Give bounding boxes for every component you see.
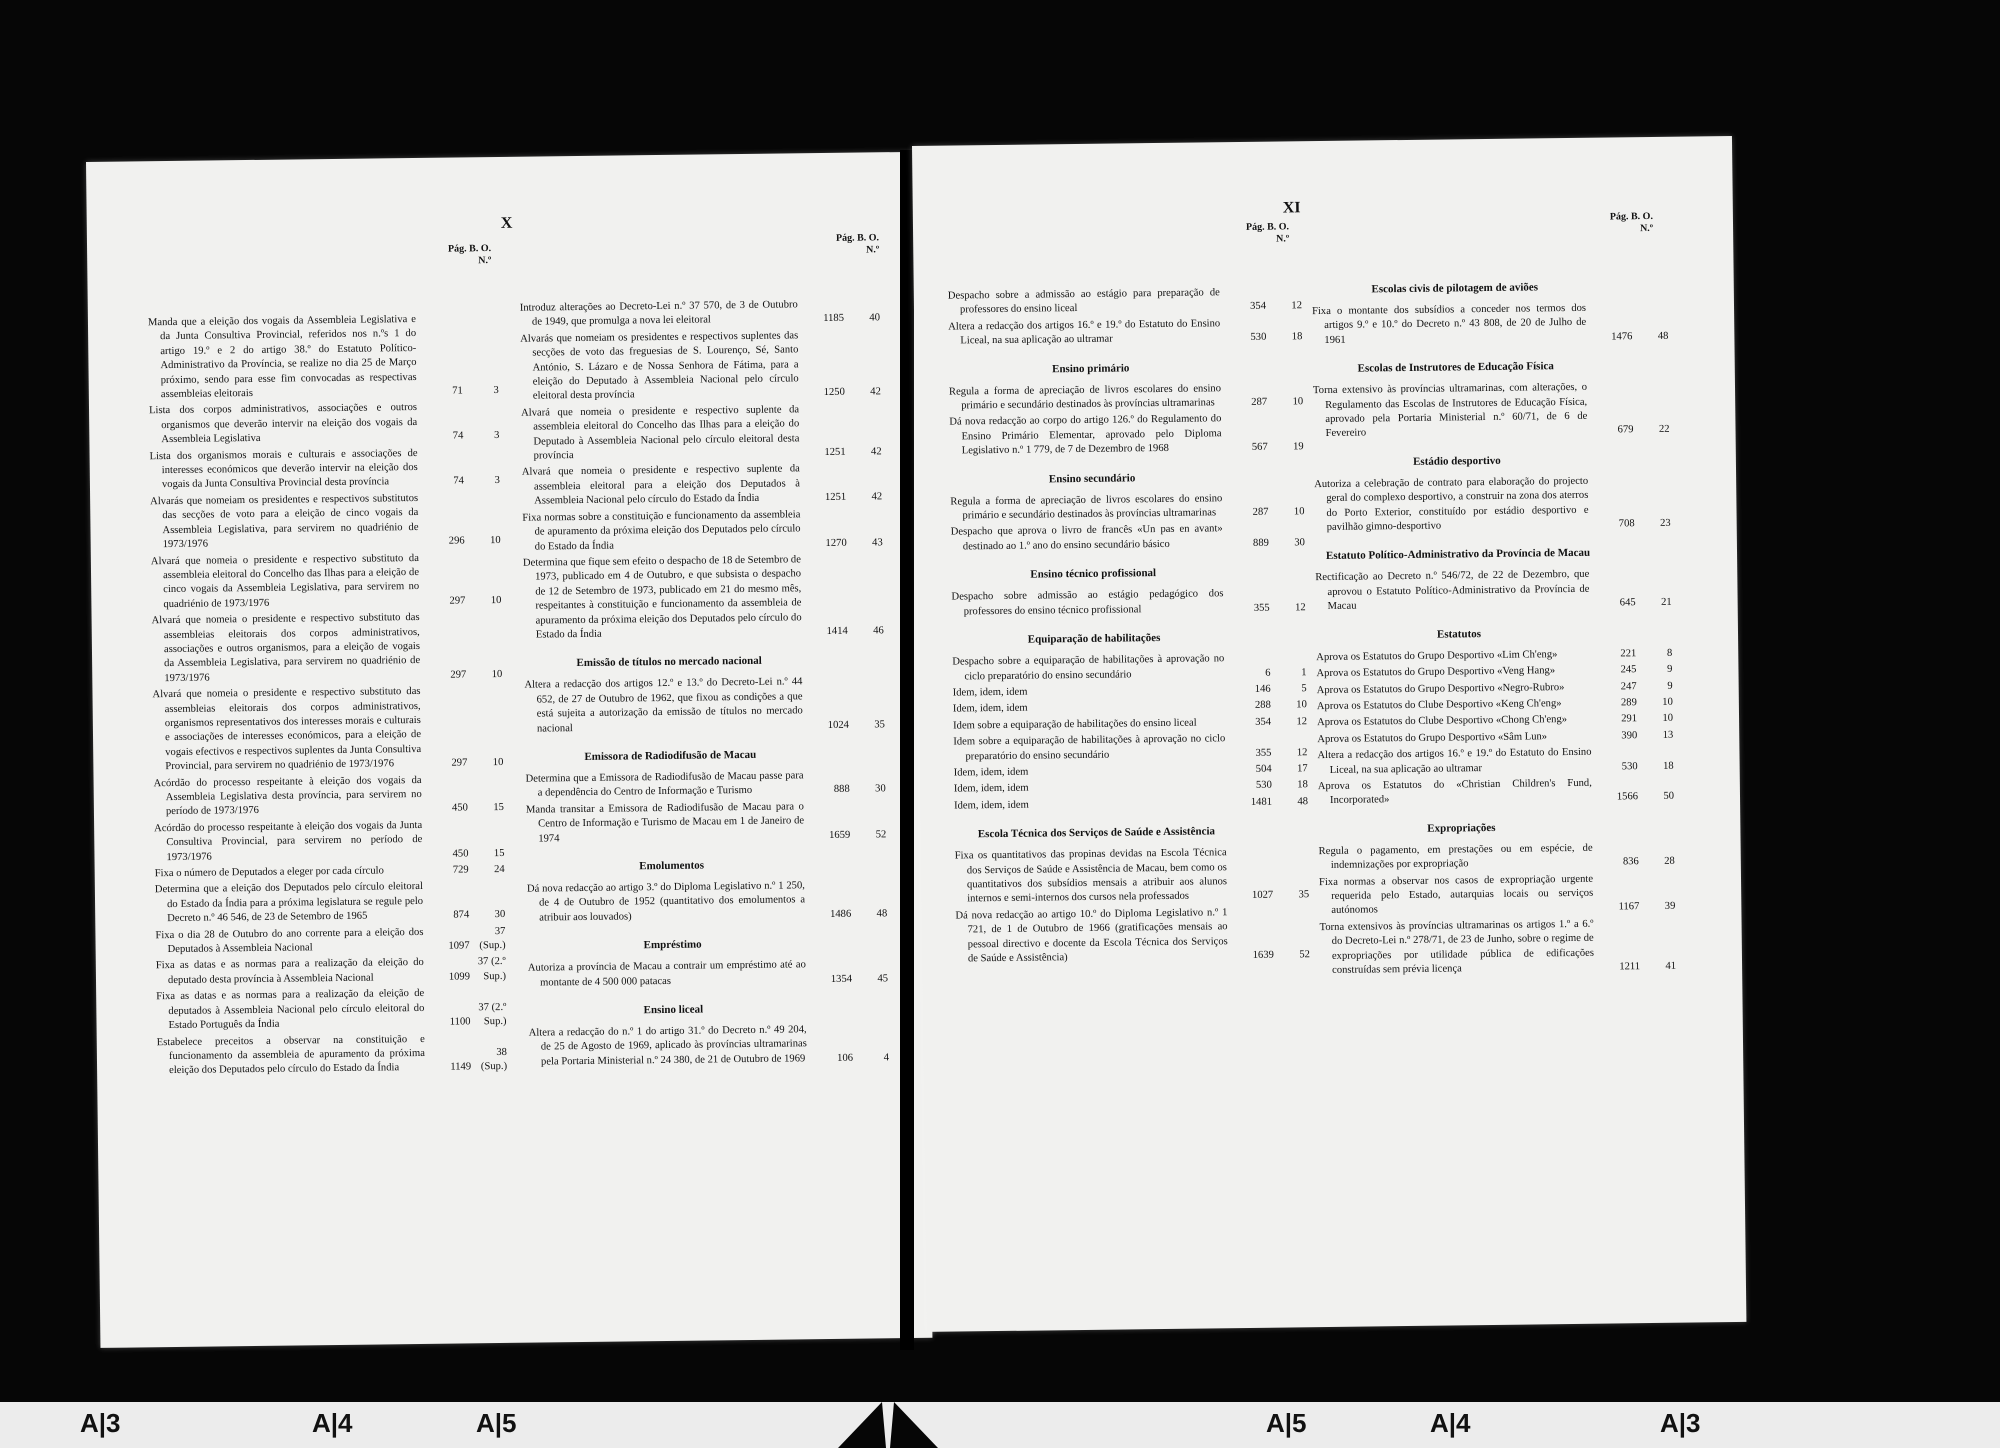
entry-bulletin: 48: [1657, 330, 1669, 342]
index-entry: [1317, 679, 1673, 698]
entry-page: 679: [1617, 424, 1634, 436]
entry-page: 1100: [449, 1016, 471, 1028]
entry-bulletin: 10: [1662, 713, 1674, 725]
entry-page: 729: [452, 864, 469, 876]
entry-page: 355: [1255, 747, 1272, 759]
entry-page: 874: [453, 909, 470, 921]
column-header: Pág. B. O. N.º: [835, 232, 880, 256]
entry-text: Determina que a Emissora de Radiodifusão de Macau passe para a dependência do Centro de Informação e Turismo: [525, 770, 804, 799]
entry-page: 530: [1255, 779, 1272, 792]
index-entry: [150, 491, 501, 553]
entry-text: Alvarás que nomeiam os presidentes e respectivos suplentes das secções de voto das freguesias de S. Lourenço, Sé, Santo António, S. Lázaro e de Nossa Senhora de Fátima, para a eleição do Deputado à Assembleia Nacional pelo círculo eleitoral desta província: [520, 330, 799, 402]
entry-bulletin: 13: [1662, 729, 1674, 741]
film-mark: A|5: [1266, 1408, 1307, 1438]
index-entry: [955, 845, 1310, 907]
entry-page: 567: [1251, 441, 1268, 454]
entry-text: Alvará que nomeia o presidente e respectivo suplente da assembleia eleitoral do Concelho das Ilhas para a eleição do Deputado à Assembleia Nacional pelo círculo eleitoral desta província: [521, 404, 800, 462]
entry-bulletin: 3: [494, 475, 500, 487]
entry-bulletin: 46: [873, 625, 884, 637]
entry-page: 888: [833, 784, 850, 796]
index-entry: [155, 879, 506, 926]
index-entry: [520, 328, 881, 404]
entry-text: Introduz alterações ao Decreto-Lei n.º 37 570, de 3 de Outubro de 1949, que promulga a nova lei eleitoral: [519, 299, 798, 328]
index-entry: [1316, 663, 1672, 682]
entry-bulletin: 37 (2.º Sup.): [478, 1001, 507, 1028]
entry-page: 390: [1621, 729, 1638, 742]
index-entry: [949, 412, 1304, 460]
entry-text: Rectificação ao Decreto n.º 546/72, de 22 de Dezembro, que aprovou o Estatuto Político-Administrativo da Província de Macau: [1315, 569, 1590, 613]
index-entry: [1312, 301, 1669, 349]
entry-text: Fixa normas sobre a constituição e funcionamento da assembleia de apuramento da próxima eleição dos Deputados pelo círculo do Estado da Índia: [522, 508, 801, 553]
entry-text: Regula a forma de apreciação de livros escolares do ensino primário e secundário destinados às províncias ultramarinas: [948, 382, 1222, 412]
section-heading: Emolumentos: [639, 859, 705, 873]
entry-bulletin: 17: [1296, 763, 1308, 775]
entry-text: Idem sobre a equiparação de habilitações do ensino liceal: [953, 717, 1197, 732]
index-entry: [156, 955, 506, 988]
entry-page: 74: [453, 475, 464, 488]
entry-page: 645: [1619, 597, 1636, 609]
entry-page: 1097: [448, 940, 470, 952]
index-entry: [154, 773, 505, 820]
entry-text: Autoriza a celebração de contrato para elaboração do projecto geral do complexo desportivo, a construir na zona dos aterros do Porto Exterior, constituído por estádio desportivo e pavilhão gimno-desportivo: [1314, 475, 1589, 534]
entry-bulletin: 10: [1293, 506, 1305, 518]
index-entry: [529, 1022, 890, 1070]
entry-text: Autoriza a província de Macau a contrair um empréstimo até ao montante de 4 500 000 patacas: [527, 959, 806, 989]
index-column: [948, 285, 1310, 969]
entry-page: 504: [1255, 763, 1272, 775]
index-entry: [522, 507, 883, 555]
entry-text: Fixa o montante dos subsídios a conceder nos termos dos artigos 9.º e 10.º do Decreto n.º 43 808, de 20 de Julho de 1961: [1311, 302, 1587, 346]
entry-bulletin: 39: [1664, 901, 1676, 913]
entry-page: 1659: [829, 829, 851, 841]
entry-page: 708: [1618, 518, 1635, 530]
film-notch: [838, 1402, 886, 1448]
entry-bulletin: 42: [870, 446, 882, 458]
entry-text: Dá nova redacção ao artigo 10.º do Diploma Legislativo n.º 1 721, de 1 de Outubro de 1966 (gratificações mensais ao pessoal directivo e docente da Escola Técnica dos Serviços de Saúde e Assistência): [955, 906, 1228, 965]
index-entry: [950, 491, 1304, 524]
entry-text: Aprova os Estatutos do «Christian Children's Fund, Incorporated»: [1317, 777, 1592, 807]
entry-page: 1251: [824, 492, 847, 504]
entry-text: Regula o pagamento, em prestações ou em espécie, de indemnizações por expropriação: [1318, 842, 1593, 872]
entry-bulletin: 10: [1296, 699, 1307, 711]
entry-page: 354: [1250, 301, 1267, 313]
index-column: [148, 312, 507, 1081]
entry-text: Alvarás que nomeiam os presidentes e respectivos substitutos das secções de voto para a eleição de cinco vogais da Assembleia Legislativa, para servirem no quadriénio de 1973/1976: [150, 492, 419, 551]
entry-text: Idem, idem, idem: [953, 782, 1029, 795]
entry-page: 245: [1620, 664, 1637, 676]
entry-text: Fixa as datas e as normas para a realização da eleição de deputados à Assembleia Nacional pelo círculo eleitoral do Estado Português da Índia: [156, 988, 425, 1032]
page-number: XI: [1282, 199, 1301, 217]
entry-text: Regula a forma de apreciação de livros escolares do ensino primário e secundário destinados às províncias ultramarinas: [950, 492, 1223, 522]
index-entry: [951, 587, 1305, 620]
index-entry: [1319, 840, 1675, 873]
entry-bulletin: 3: [494, 430, 500, 442]
entry-page: 1149: [450, 1061, 472, 1073]
entry-bulletin: 48: [1297, 795, 1309, 808]
index-entry: [156, 986, 507, 1033]
entry-text: Fixa o número de Deputados a eleger por cada círculo: [154, 865, 384, 880]
index-entry: [948, 285, 1302, 318]
entry-page: 1566: [1616, 791, 1639, 803]
entry-text: Aprova os Estatutos do Clube Desportivo «Chong Ch'eng»: [1317, 714, 1568, 729]
index-entry: [955, 905, 1310, 967]
entry-bulletin: 5: [1301, 683, 1307, 695]
index-entry: [1319, 917, 1676, 979]
film-mark: A|4: [312, 1408, 353, 1438]
entry-text: Aprova os Estatutos do Grupo Desportivo «Lim Ch'eng»: [1316, 648, 1558, 663]
entry-bulletin: 48: [876, 908, 888, 920]
entry-bulletin: 4: [883, 1052, 890, 1064]
entry-page: 530: [1621, 760, 1638, 772]
entry-bulletin: 40: [869, 312, 881, 324]
entry-bulletin: 28: [1664, 855, 1675, 868]
entry-text: Aprova os Estatutos do Clube Desportivo «Keng Ch'eng»: [1316, 698, 1562, 713]
entry-page: 355: [1253, 602, 1270, 614]
entry-text: Despacho sobre admissão ao estágio pedagógico dos professores do ensino técnico profissional: [951, 588, 1224, 618]
entry-page: 297: [449, 595, 466, 607]
entry-page: 296: [448, 535, 465, 547]
entry-bulletin: 30: [1294, 537, 1305, 549]
index-entry: [152, 610, 503, 686]
index-entry: [1318, 776, 1674, 809]
entry-text: Despacho que aprova o livro de francês «Un pas en avant» destinado ao 1.º ano do ensino secundário básico: [950, 523, 1223, 553]
index-entry: [526, 799, 887, 847]
section-heading: Emissão de títulos no mercado nacional: [576, 655, 762, 670]
entry-page: 71: [452, 385, 463, 397]
entry-bulletin: 43: [872, 536, 883, 548]
index-entry: [527, 878, 888, 926]
index-entry: [952, 651, 1306, 684]
entry-page: 1211: [1619, 961, 1641, 973]
entry-text: Idem sobre a equiparação de habilitações à aprovação no ciclo preparatório do ensino secundário: [953, 733, 1226, 762]
entry-bulletin: 10: [1292, 396, 1304, 408]
entry-bulletin: 18: [1662, 760, 1674, 772]
entry-text: Dá nova redacção ao artigo 3.º do Diploma Legislativo n.º 1 250, de 4 de Outubro de 1952 (quantitativo dos emolumentos a atribuir aos louvados): [526, 880, 806, 924]
entry-text: Despacho sobre a equiparação de habilitações à aprovação no ciclo preparatório do ensino secundário: [952, 653, 1225, 682]
entry-page: 287: [1252, 506, 1269, 518]
film-mark: A|3: [80, 1408, 121, 1438]
entry-page: 1167: [1618, 901, 1640, 913]
index-entry: [157, 1031, 508, 1078]
entry-text: Acórdão do processo respeitante à eleição dos vogais da Assembleia Legislativa desta província, para servirem no período de 1973/1976: [153, 774, 422, 818]
entry-page: 1024: [827, 719, 849, 731]
index-entry: [524, 675, 885, 737]
entry-bulletin: 1: [1301, 666, 1307, 678]
section-heading: Estatuto Político-Administrativo da Província de Macau: [1325, 547, 1591, 563]
entry-page: 1250: [823, 387, 845, 399]
index-entry: [520, 297, 880, 330]
entry-text: Fixa o dia 28 de Outubro do ano corrente para a eleição dos Deputados à Assembleia Nacional: [155, 926, 424, 956]
entry-page: 74: [452, 430, 464, 442]
section-heading: Ensino técnico profissional: [1030, 567, 1157, 581]
section-heading: Escolas de Instrutores de Educação Física: [1357, 360, 1554, 375]
entry-text: Altera a redacção do n.º 1 do artigo 31.º do Decreto n.º 49 204, de 25 de Agosto de 1969, aplicado às províncias ultramarinas pela Portaria Ministerial n.º 24 380, de 21 de Outubro de 1969: [528, 1024, 807, 1068]
section-heading: Escolas civis de pilotagem de aviões: [1371, 281, 1539, 296]
index-entry: [155, 863, 505, 882]
entry-text: Idem, idem, idem: [953, 799, 1029, 812]
index-entry: [954, 795, 1308, 814]
entry-bulletin: 24: [494, 863, 505, 876]
entry-page: 6: [1265, 667, 1271, 679]
entry-page: 1481: [1250, 796, 1273, 808]
entry-text: Despacho sobre a admissão ao estágio para preparação de professores do ensino liceal: [947, 287, 1220, 316]
film-notch: [890, 1402, 938, 1448]
entry-bulletin: 37 (2.º Sup.): [477, 956, 507, 983]
entry-text: Altera a redacção dos artigos 16.º e 19.º do Estatuto do Ensino Liceal, na sua aplicação ao ultramar: [948, 318, 1221, 347]
entry-text: Determina que fique sem efeito o despacho de 18 de Setembro de 1973, publicado em 4 de Outubro, e que subsista o despacho de 12 de Setembro de 1973, publicado em 21 do mesmo mês, respeitantes à constituição e funcionamento da assembleia de apuramento da próxima eleição dos Deputados pelo círculo do Estado da Índia: [522, 554, 802, 641]
entry-text: Aprova os Estatutos do Grupo Desportivo «Veng Hang»: [1316, 665, 1556, 680]
entry-bulletin: 30: [875, 783, 886, 795]
entry-bulletin: 10: [489, 535, 501, 547]
entry-text: Lista dos corpos administrativos, associações e outros organismos que deverão intervir na eleição dos vogais da Assembleia Legislativa: [148, 402, 418, 446]
entry-page: 1251: [824, 446, 846, 459]
section-heading: Estádio desportivo: [1412, 454, 1501, 468]
entry-text: Alvará que nomeia o presidente e respectivo suplente da assembleia eleitoral para a eleição dos Deputados à Assembleia Nacional pelo círculo do Estado da Índia: [521, 463, 801, 507]
index-entry: [949, 381, 1303, 414]
entry-bulletin: 45: [877, 972, 889, 985]
entry-text: Fixa os quantitativos das propinas devidas na Escola Técnica dos Serviços de Saúde e Assistência de Macau, bem como os quantitativos dos subsídios mensais a atribuir aos alunos internos e semi-internos dos cursos nela professados: [954, 847, 1228, 905]
entry-page: 1414: [826, 625, 848, 637]
entry-page: 1476: [1611, 331, 1633, 343]
entry-bulletin: 35: [1298, 889, 1310, 901]
section-heading: Expropriações: [1427, 821, 1496, 835]
index-entry: [154, 818, 505, 865]
index-entry: [528, 957, 888, 990]
entry-text: Alvará que nomeia o presidente e respectivo substituto da assembleia eleitoral do Concelho das Ilhas para a eleição de cinco vogais da Assembleia Legislativa, para servirem no quadriénio de 1973/1976: [150, 552, 420, 610]
entry-text: Aprova os Estatutos do Grupo Desportivo «Sâm Lun»: [1317, 731, 1548, 745]
entry-page: 889: [1252, 537, 1269, 549]
index-entry: [521, 402, 882, 464]
entry-bulletin: 18: [1291, 331, 1303, 343]
index-entry: [1314, 474, 1671, 536]
entry-bulletin: 12: [1296, 746, 1308, 758]
index-entry: [1315, 567, 1672, 615]
entry-bulletin: 15: [493, 847, 505, 859]
entry-page: 450: [451, 802, 468, 814]
entry-bulletin: 50: [1663, 791, 1675, 803]
entry-text: Torna extensivos às províncias ultramarinas os artigos 1.º a 6.º do Decreto-Lei n.º 278/71, de 23 de Junho, sobre o regime de expropriações por utilidade pública de edificações construídas sem prévia licença: [1319, 918, 1594, 976]
entry-page: 836: [1622, 856, 1639, 868]
entry-bulletin: 10: [492, 757, 504, 769]
entry-page: 354: [1255, 716, 1272, 728]
right-page: [912, 136, 1746, 1332]
entry-bulletin: 15: [493, 802, 504, 814]
entry-page: 289: [1620, 697, 1637, 709]
entry-bulletin: 8: [1666, 647, 1673, 659]
entry-page: 450: [452, 848, 469, 860]
entry-bulletin: 22: [1658, 424, 1670, 436]
entry-bulletin: 10: [490, 594, 502, 606]
entry-page: 287: [1251, 396, 1268, 408]
section-heading: Empréstimo: [643, 938, 702, 952]
entry-text: Torna extensivo às províncias ultramarinas, com alterações, o Regulamento das Escolas de Instrutores de Educação Física, aprovado pela Portaria Ministerial n.º 60/71, de 6 de Fevereiro: [1312, 381, 1588, 440]
entry-page: 297: [451, 757, 468, 769]
page-number: X: [500, 214, 513, 232]
column-header: Pág. B. O. N.º: [1609, 210, 1654, 235]
entry-text: Altera a redacção dos artigos 12.º e 13.º do Decreto-Lei n.º 44 652, de 27 de Outubro de 1962, que fixou as condições a que está sujeita a autorização da emissão de títulos no mercado nacional: [524, 676, 803, 735]
entry-page: 1099: [448, 971, 471, 983]
section-heading: Ensino secundário: [1048, 471, 1136, 486]
index-entry: [523, 552, 884, 643]
index-column: [520, 297, 889, 1072]
section-heading: Ensino liceal: [643, 1003, 704, 1017]
entry-bulletin: 18: [1297, 779, 1308, 791]
film-mark: A|5: [476, 1408, 517, 1438]
book-gutter: [900, 150, 914, 1350]
section-heading: Escola Técnica dos Serviços de Saúde e Assistência: [977, 825, 1216, 841]
entry-text: Acórdão do processo respeitante à eleição dos vogais da Junta Consultiva Provincial, para servirem no período de 1973/1976: [154, 819, 423, 863]
entry-bulletin: 12: [1295, 601, 1306, 614]
index-entry: [149, 400, 500, 447]
entry-page: 530: [1250, 331, 1267, 344]
entry-page: 1639: [1252, 949, 1274, 961]
entry-text: Dá nova redacção ao corpo do artigo 126.º do Regulamento do Ensino Primário Elementar, aprovado pelo Diploma Legislativo n.º 1 779, de 7 de Dezembro de 1968: [949, 413, 1222, 457]
entry-bulletin: 35: [874, 718, 885, 730]
index-entry: [1313, 380, 1670, 442]
entry-text: Estabelece preceitos a observar na constituição e funcionamento da assembleia de apuramento da próxima eleição dos Deputados pelo círculo do Estado da Índia: [156, 1033, 425, 1077]
entry-bulletin: 42: [871, 491, 883, 503]
index-entry: [148, 312, 499, 403]
index-entry: [1317, 745, 1673, 778]
entry-text: Alvará que nomeia o presidente e respectivo substituto das assembleias eleitorais dos corpos administrativos, associações e outros organismos, para a eleição de vogais da Assembleia Legislativa, para servirem no quadriénio de 1973/1976: [151, 612, 421, 684]
entry-bulletin: 52: [875, 828, 887, 840]
index-entry: [1316, 646, 1672, 665]
entry-bulletin: 3: [493, 385, 499, 397]
index-entry: [525, 768, 885, 801]
left-page: [86, 152, 932, 1348]
entry-page: 297: [450, 669, 467, 681]
entry-bulletin: 38 (Sup.): [480, 1046, 508, 1073]
index-entry: [953, 715, 1307, 734]
index-entry: [150, 446, 501, 493]
section-heading: Estatutos: [1436, 627, 1482, 641]
entry-text: Fixa as datas e as normas para a realização da eleição do deputado desta província à Assembleia Nacional: [155, 957, 424, 986]
entry-bulletin: 10: [491, 668, 503, 680]
film-mark: A|3: [1660, 1408, 1701, 1438]
entry-text: Idem, idem, idem: [952, 686, 1028, 699]
index-entry: [151, 550, 502, 612]
entry-page: 288: [1254, 699, 1271, 712]
section-heading: Emissora de Radiodifusão de Macau: [584, 748, 757, 763]
index-column: [1312, 265, 1677, 981]
entry-text: Idem, idem, idem: [952, 702, 1028, 715]
index-entry: [953, 731, 1307, 764]
entry-page: 1486: [829, 908, 852, 920]
entry-bulletin: 12: [1296, 715, 1308, 728]
entry-page: 1027: [1251, 890, 1274, 902]
index-entry: [152, 684, 503, 775]
entry-bulletin: 30: [494, 909, 506, 921]
index-entry: [1317, 728, 1673, 747]
entry-bulletin: 10: [1662, 696, 1673, 708]
entry-text: Altera a redacção dos artigos 16.º e 19.º do Estatuto do Ensino Liceal, na sua aplicação ao ultramar: [1317, 746, 1592, 776]
column-header: Pág. B. O. N.º: [447, 243, 492, 267]
entry-page: 106: [837, 1052, 854, 1064]
index-entry: [522, 462, 883, 510]
section-heading: Equiparação de habilitações: [1027, 632, 1161, 646]
entry-bulletin: 52: [1299, 949, 1310, 961]
entry-bulletin: 41: [1665, 960, 1677, 972]
entry-bulletin: 37 (Sup.): [479, 925, 506, 952]
entry-text: Idem, idem, idem: [953, 766, 1029, 779]
entry-text: Manda que a eleição dos vogais da Assembleia Legislativa e da Junta Consultiva Provincial, referidos nos n.ºs 1 do artigo 19.º e 2 do artigo 38.º do Estatuto Político-Administrativo da Província, se realize no dia 25 de Março próximo, sendo para esse fim convocadas as respectivas assembleias eleitorais: [147, 313, 417, 401]
entry-bulletin: 9: [1667, 680, 1673, 692]
entry-page: 221: [1620, 647, 1637, 660]
entry-bulletin: 21: [1660, 597, 1672, 609]
entry-text: Alvará que nomeia o presidente e respectivo substituto das assembleias eleitorais dos corpos administrativos, organismos representativos dos interesses morais e culturais e associações de interesses económicos, para a eleição de vogais efectivos e respectivos suplentes da Junta Consultiva Provincial, para servirem no quadriénio de 1973/1976: [152, 686, 422, 773]
index-entry: [948, 316, 1302, 349]
entry-page: 291: [1621, 713, 1638, 725]
film-mark: A|4: [1430, 1408, 1471, 1438]
index-entry: [954, 762, 1308, 781]
entry-text: Lista dos organismos morais e culturais e associações de interesses económicos que deverão intervir na eleição dos vogais da Junta Consultiva Provincial desta província: [149, 447, 418, 491]
index-entry: [1319, 871, 1676, 919]
section-heading: Ensino primário: [1051, 361, 1130, 375]
entry-text: Aprova os Estatutos do Grupo Desportivo «Negro-Rubro»: [1316, 681, 1565, 696]
index-entry: [1317, 712, 1673, 731]
entry-bulletin: 9: [1667, 663, 1673, 675]
entry-bulletin: 23: [1660, 517, 1671, 529]
entry-page: 1354: [830, 973, 853, 985]
column-header: Pág. B. O. N.º: [1245, 221, 1290, 245]
index-entry: [155, 925, 505, 958]
entry-bulletin: 12: [1291, 300, 1303, 312]
entry-page: 247: [1620, 680, 1637, 692]
entry-bulletin: 42: [870, 386, 881, 398]
entry-text: Determina que a eleição dos Deputados pelo círculo eleitoral do Estado da Índia para a próxima legislatura se regule pelo Decreto n.º 46 546, de 23 de Setembro de 1965: [154, 881, 424, 925]
index-entry: [954, 779, 1308, 798]
index-entry: [1317, 696, 1673, 715]
entry-page: 1270: [825, 537, 847, 549]
index-entry: [953, 682, 1307, 701]
index-entry: [953, 699, 1307, 718]
entry-text: Manda transitar a Emissora de Radiodifusão de Macau para o Centro de Informação e Turismo de Macau em 1 de Janeiro de 1974: [525, 801, 805, 845]
entry-page: 1185: [823, 313, 845, 325]
entry-text: Fixa normas a observar nos casos de expropriação urgente requerida pelo Estado, autarquias locais ou serviços autónomos: [1318, 873, 1594, 917]
entry-bulletin: 19: [1293, 441, 1304, 453]
index-entry: [951, 522, 1305, 555]
entry-page: 146: [1254, 683, 1271, 695]
